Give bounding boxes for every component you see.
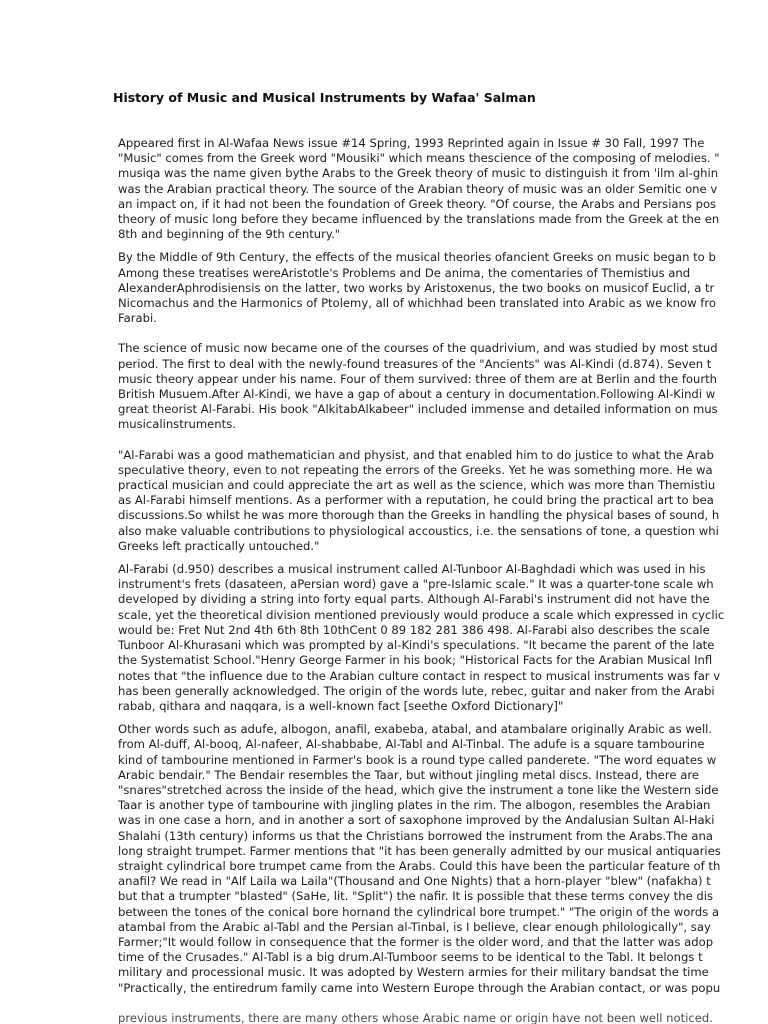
text-line: musiqa was the name given bythe Arabs to the Greek theory of music to distinguish it from 'ilm al-ghin <box>118 166 719 181</box>
text-line: Shalahi (13th century) informs us that the Christians borrowed the instrument from the Arabs.The ana <box>118 828 713 843</box>
text-line: Among these treatises wereAristotle's Problems and De anima, the comentaries of Themistius and <box>118 265 691 280</box>
overlapping-text-line: previous instruments, there are many others whose Arabic name or origin have not been well noticed. <box>118 1011 713 1024</box>
text-line: straight cylindrical bore trumpet came from the Arabs. Could this have been the particular feature of th <box>118 858 721 873</box>
text-line: Tunboor Al-Khurasani which was prompted by al-Kindi's speculations. "It became the parent of the late <box>118 638 715 653</box>
text-line: anafil? We read in "Alf Laila wa Laila"(Thousand and One Nights) that a horn-player "blew" (nafakha) t <box>118 874 711 889</box>
text-line: "snares"stretched across the inside of the head, which give the instrument a tone like the Western side <box>118 782 719 797</box>
text-line: Nicomachus and the Harmonics of Ptolemy, all of whichhad been translated into Arabic as we know fro <box>118 296 716 311</box>
text-line: discussions.So whilst he was more thorough than the Greeks in handling the physical bases of sound, h <box>118 508 720 523</box>
text-line: Farabi. <box>118 311 157 326</box>
text-line: British Musuem.After Al-Kindi, we have a gap of about a century in documentation.Following Al-Kindi w <box>118 387 716 402</box>
paragraph-greek-influence <box>118 250 768 326</box>
text-line: music theory appear under his name. Four of them survived: three of them are at Berlin and the fourth <box>118 371 718 386</box>
text-line: was the Arabian practical theory. The source of the Arabian theory of music was an older Semitic one v <box>118 181 718 196</box>
text-line: AlexanderAphrodisiensis on the latter, two works by Aristoxenus, the two books on musicof Euclid, a tr <box>118 280 715 295</box>
text-line: from Al-duff, Al-booq, Al-nafeer, Al-shabbabe, Al-Tabl and Al-Tinbal. The adufe is a square tambourine <box>118 737 705 752</box>
text-line: also make valuable contributions to physiological accoustics, i.e. the sensations of tone, a question whi <box>118 523 719 538</box>
text-line: between the tones of the conical bore hornand the cylindrical bore trumpet." "The origin of the words a <box>118 904 720 919</box>
text-line: instrument's frets (dasateen, aPersian word) gave a "pre-Islamic scale." It was a quarter-tone scale wh <box>118 577 714 592</box>
text-line: an impact on, if it had not been the foundation of Greek theory. "Of course, the Arabs and Persians pos <box>118 196 717 211</box>
text-line: theory of music long before they became influenced by the translations made from the Greek at the en <box>118 212 720 227</box>
text-line: atambal from the Arabic al-Tabl and the Persian al-Tinbal, is I believe, clear enough philologically", say <box>118 919 711 934</box>
text-line: By the Middle of 9th Century, the effects of the musical theories ofancient Greeks on music began to b <box>118 250 716 265</box>
paragraph-spacer <box>118 326 768 341</box>
text-line: scale, yet the theoretical division mentioned previously would produce a scale which expressed in cyclic <box>118 607 725 622</box>
text-line: period. The first to deal with the newly-found treasures of the "Ancients" was Al-Kindi (d.874). Seven t <box>118 356 712 371</box>
document-title: History of Music and Musical Instruments by Wafaa' Salman <box>113 90 536 105</box>
text-line: Greeks left practically untouched." <box>118 538 320 553</box>
paragraph-spacer <box>118 433 768 448</box>
text-line: time of the Crusades." Al-Tabl is a big drum.Al-Tumboor seems to be identical to the Tabl. It belongs t <box>118 950 703 965</box>
text-line: Al-Farabi (d.950) describes a musical instrument called Al-Tunboor Al-Baghdadi which was used in his <box>118 562 706 577</box>
paragraph-spacer <box>118 554 768 562</box>
text-line: developed by dividing a string into forty equal parts. Although Al-Farabi's instrument did not have the <box>118 592 710 607</box>
text-line: The science of music now became one of the courses of the quadrivium, and was studied by most stud <box>118 341 718 356</box>
text-line: musicalinstruments. <box>118 417 236 432</box>
paragraph-arabic-words <box>118 722 768 996</box>
paragraph-intro <box>118 136 768 242</box>
text-line: "Music" comes from the Greek word "Mousiki" which means thescience of the composing of melodies. " <box>118 151 720 166</box>
text-line: kind of tambourine mentioned in Farmer's book is a round type called panderete. "The word equates w <box>118 752 717 767</box>
text-line: 8th and beginning of the 9th century." <box>118 227 341 242</box>
paragraph-al-farabi-quote <box>118 448 768 554</box>
text-line: military and processional music. It was adopted by Western armies for their military bandsat the time <box>118 965 709 980</box>
text-line: Arabic bendair." The Bendair resembles the Taar, but without jingling metal discs. Instead, there are <box>118 767 699 782</box>
text-line: Appeared first in Al-Wafaa News issue #14 Spring, 1993 Reprinted again in Issue # 30 Fall, 1997 The <box>118 136 705 150</box>
text-line: "Practically, the entiredrum family came into Western Europe through the Arabian contact, or was popu <box>118 980 721 995</box>
text-line: great theorist Al-Farabi. His book "AlkitabAlkabeer" included immense and detailed information on mus <box>118 402 718 417</box>
text-line: notes that "the influence due to the Arabian culture contact in respect to musical instruments was far v <box>118 668 721 683</box>
paragraph-quadrivium <box>118 341 768 432</box>
paragraph-spacer <box>118 242 768 250</box>
text-line: Farmer;"It would follow in consequence that the former is the older word, and that the latter was adop <box>118 934 714 949</box>
text-line: as Al-Farabi himself mentions. As a performer with a reputation, he could bring the practical art to bea <box>118 493 714 508</box>
text-line: would be: Fret Nut 2nd 4th 6th 8th 10thCent 0 89 182 281 386 498. Al-Farabi also describes the scale <box>118 622 710 637</box>
text-line: "Al-Farabi was a good mathematician and physist, and that enabled him to do justice to what the Arab <box>118 447 714 462</box>
paragraph-tunboor <box>118 562 768 714</box>
paragraph-spacer <box>118 714 768 722</box>
text-line: has been generally acknowledged. The origin of the words lute, rebec, guitar and naker from the Arabi <box>118 683 715 698</box>
text-line: speculative theory, even to not repeating the errors of the Greeks. Yet he was something more. He wa <box>118 462 713 477</box>
text-line: the Systematist School."Henry George Farmer in his book; "Historical Facts for the Arabian Musical Infl <box>118 653 713 668</box>
text-line: Other words such as adufe, albogon, anafil, exabeba, atabal, and atambalare originally Arabic as well. <box>118 722 713 737</box>
text-line: Taar is another type of tambourine with jingling plates in the rim. The albogon, resembles the Arabian <box>118 798 711 813</box>
text-line: practical musician and could appreciate the art as well as the science, which was more than Themistiu <box>118 478 716 493</box>
text-line: rabab, qithara and naqqara, is a well-known fact [seethe Oxford Dictionary]" <box>118 698 564 713</box>
text-line: was in one case a horn, and in another a sort of saxophone improved by the Andalusian Sultan Al-Haki <box>118 813 715 828</box>
document-body <box>118 136 768 996</box>
text-line: but that a trumpter "blasted" (SaHe, lit. "Split") the nafir. It is possible that these terms convey the dis <box>118 889 714 904</box>
text-line: long straight trumpet. Farmer mentions that "it has been generally admitted by our musical antiquaries <box>118 843 721 858</box>
